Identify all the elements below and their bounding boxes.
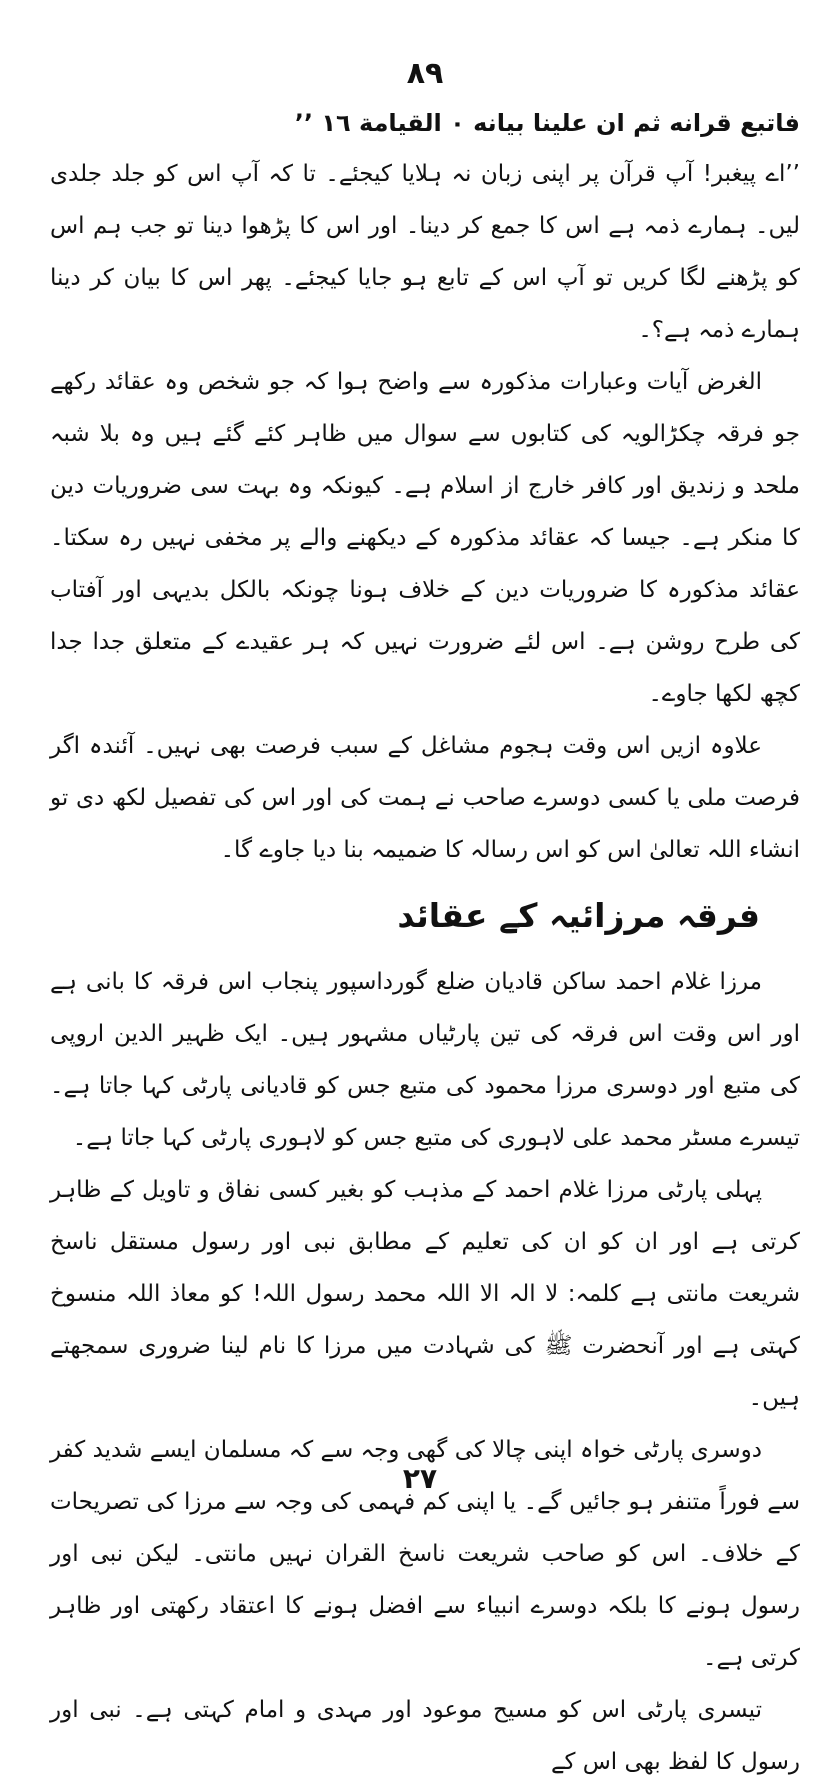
- paragraph-conclusion: الغرض آیات وعبارات مذکورہ سے واضح ہوا کہ جو شخص وہ عقائد رکھے جو فرقہ چکڑالویہ کی کتابوں سے سوال میں ظاہر کئے گئے ہیں وہ بلا شبہ ملحد و زندیق اور کافر خارج از اسلام ہے۔ کیونکہ وہ بہت سی ضروریات دین کا منکر ہے۔ جیسا کہ عقائد مذکورہ کے دیکھنے والے پر مخفی نہیں رہ سکتا۔ عقائد مذکورہ کا ضروریات دین کے خلاف ہونا چونکہ بالکل بدیہی اور آفتاب کی طرح روشن ہے۔ اس لئے ضرورت نہیں کہ ہر عقیدے کے متعلق جدا جدا کچھ لکھا جاوے۔: [50, 369, 800, 707]
- paragraph-third-party: تیسری پارٹی اس کو مسیح موعود اور مہدی و امام کہتی ہے۔ نبی اور رسول کا لفظ بھی اس کے: [50, 1697, 800, 1775]
- paragraph-note: علاوہ ازیں اس وقت ہجوم مشاغل کے سبب فرصت بھی نہیں۔ آئندہ اگر فرصت ملی یا کسی دوسرے صاحب نے ہمت کی اور اس کی تفصیل لکھ دی تو انشاء اللہ تعالیٰ اس کو اس رسالہ کا ضمیمہ بنا دیا جاوے گا۔: [50, 733, 800, 863]
- page-number-bottom: ۲۷: [402, 1462, 438, 1495]
- page-number-top: ۸۹: [406, 56, 444, 91]
- paragraph-second-party: دوسری پارٹی خواہ اپنی چالا کی گھی وجہ سے کہ مسلمان ایسے شدید کفر سے فوراً متنفر ہو جائیں گے۔ یا اپنی کم فہمی کی وجہ سے مرزا کی تصریحات کے خلاف۔ اس کو صاحب شریعت ناسخ القران نہیں مانتی۔ لیکن نبی اور رسول ہونے کا بلکہ دوسرے انبیاء سے افضل ہونے کا اعتقاد رکھتی اور ظاہر کرتی ہے۔: [49, 1437, 800, 1671]
- body-text-after-heading: [50, 956, 800, 1788]
- paragraph-founder: مرزا غلام احمد ساکن قادیان ضلع گورداسپور پنجاب اس فرقہ کا بانی ہے اور اس وقت اس فرقہ کی تین پارٹیاں مشہور ہیں۔ ایک ظہیر الدین اروپی کی متبع اور دوسری مرزا محمود کی متبع جس کو قادیانی پارٹی کہا جاتا ہے۔ تیسرے مسٹر محمد علی لاہوری کی متبع جس کو لاہوری پارٹی کہا جاتا ہے۔: [50, 969, 800, 1151]
- quran-verse-line: فاتبع قرانه ثم ان علينا بيانه ۰ القيامة ١٦ ’’: [294, 109, 800, 137]
- paragraph-first-party: پہلی پارٹی مرزا غلام احمد کے مذہب کو بغیر کسی نفاق و تاویل کے ظاہر کرتی ہے اور ان کو ان کی تعلیم کے مطابق نبی اور رسول مستقل ناسخ شریعت مانتی ہے کلمہ: لا الہ الا اللہ محمد رسول اللہ! کو معاذ اللہ منسوخ کہتی ہے اور آنحضرت ﷺ کی شہادت میں مرزا کا نام لینا ضروری سمجھتے ہیں۔: [50, 1177, 800, 1411]
- body-text-before-heading: [50, 98, 800, 876]
- section-heading: فرقہ مرزائیہ کے عقائد: [397, 896, 760, 935]
- paragraph-translation: ’’اے پیغبر! آپ قرآن پر اپنی زبان نہ ہلایا کیجئے۔ تا کہ آپ اس کو جلد جلدی لیں۔ ہمارے ذمہ ہے اس کا جمع کر دینا۔ اور اس کا پڑھوا دینا تو جب ہم اس کو پڑھنے لگا کریں تو آپ اس کے تابع ہو جایا کیجئے۔ پھر اس کا بیان کر دینا ہمارے ذمہ ہے؟۔: [50, 161, 800, 343]
